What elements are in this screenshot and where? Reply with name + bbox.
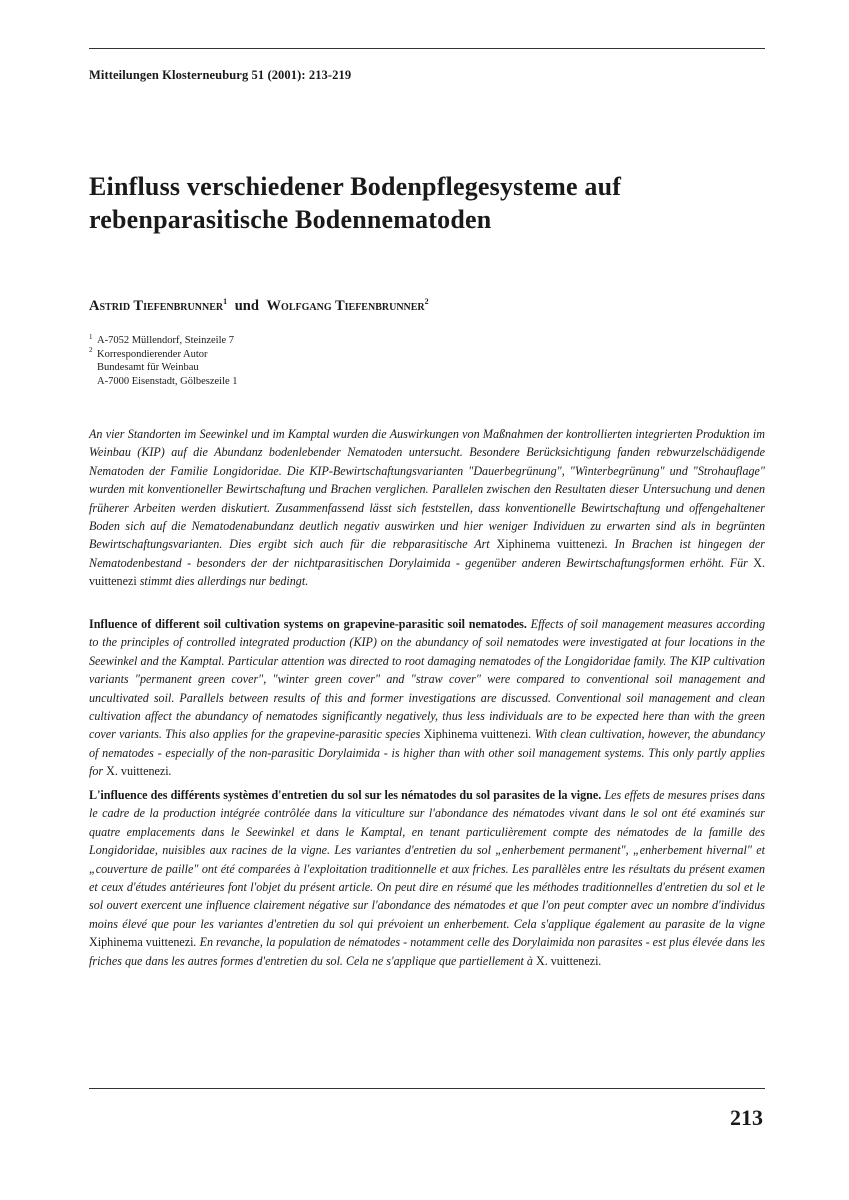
abstract-french xyxy=(89,786,765,970)
abstract-german xyxy=(89,425,765,591)
page-number: 213 xyxy=(730,1105,763,1130)
abstract-text: Les effets de mesures prises dans le cadre de la production intégrée contrôlée dans la viticulture sur l'abondance des nématodes vivant dans le sol ont été examinés sur quatre emplacements dans le Seewinkel et dans le Kamptal, en tenant particulièrement compte des nématodes de la famille des Longidoridae, nuisibles aux racines de la vigne. Les variantes d'entretien du sol „enherbement permanent", „enherbement hivernal" et „couverture de paille" ont été comparées à l'exploitation traditionnelle et aux friches. Les parallèles entre les résultats du présent examen et ceux d'études antérieures font l'objet du présent article. On peut dire en résumé que les méthodes traditionnelles d'entretien du sol et le sol ouvert exercent une influence clairement négative sur l'abondance des nématodes et que l'on peut compter avec un nombre d'individus moins élevé que pour les variantes d'entretien du sol qui prévoient un enherbement. Cela s'applique également au parasite de la vigne xyxy=(89,788,765,931)
species-name: X. vuittenezi xyxy=(535,953,599,968)
affiliation-2-address: A-7000 Eisenstadt, Gölbeszeile 1 xyxy=(97,375,238,387)
author-conjunction: und xyxy=(234,298,259,314)
abstract-heading: L'influence des différents systèmes d'entretien du sol sur les nématodes du sol parasites de la vigne. xyxy=(89,788,602,802)
affiliation-text: Korrespondierender Autor xyxy=(97,348,208,360)
footer-rule xyxy=(89,1088,765,1089)
journal-citation: Mitteilungen Klosterneuburg 51 (2001): 213-219 xyxy=(89,68,352,82)
header-rule xyxy=(89,48,765,49)
abstract-text: Effects of soil management measures according to the principles of controlled integrated production (KIP) on the abundancy of soil nematodes were investigated at four locations in the Seewinkel and the Kamptal. Particular attention was directed to root damaging nematodes of the Longidoridae family. The KIP cultivation variants "permanent green cover", "winter green cover" and "straw cover" were compared to conventional soil management and uncultivated soil. Parallels between results of this and former investigations are discussed. Conventional soil management and clean cultivation affect the abundancy of nematodes significantly negatively, thus less individuals are to be expected here than with the green cover variants. This also applies for the grapevine-parasitic species xyxy=(89,617,765,742)
abstract-text: . xyxy=(168,764,172,779)
abstract-text: . En revanche, la population de nématodes - notamment celle des Dorylaimida non parasites - est plus élevée dans les friches que dans les autres formes d'entretien du sol. Cela ne s'applique que partiellement à xyxy=(89,935,765,968)
species-name: Xiphinema vuittenezi xyxy=(423,727,529,742)
affiliation-text: A-7052 Müllendorf, Steinzeile 7 xyxy=(97,335,235,346)
species-name: Xiphinema vuittenezi xyxy=(89,935,194,950)
affiliation-1: $^1$ A-7052 Müllendorf, Steinzeile 7 xyxy=(89,332,235,346)
species-name: X. vuittenezi xyxy=(106,764,169,779)
affiliation-2: $^2$ Korrespondierender Autor xyxy=(89,346,208,360)
affiliations xyxy=(89,334,238,388)
author-line xyxy=(89,298,429,315)
author-name: Astrid Tiefenbrunner xyxy=(89,298,224,314)
abstract-text: . With clean cultivation, however, the abundancy of nematodes - especially of the non-parasitic Dorylaimida - is higher than with other soil management systems. This only partly applies for xyxy=(89,727,765,779)
author-footnote-mark: 1 xyxy=(223,297,228,307)
abstract-text: . xyxy=(598,953,602,968)
abstract-text: An vier Standorten im Seewinkel und im Kamptal wurden die Auswirkungen von Maßnahmen der kontrollierten integrierten Produktion im Weinbau (KIP) auf die Abundanz bodenlebender Nematoden untersucht. Besondere Berücksichtigung fanden rebwurzelschädigende Nematoden der Familie Longidoridae. Die KIP-Bewirtschaftungsvarianten "Dauerbegrünung", "Winterbegrünung" und "Strohauflage" wurden mit konventioneller Bewirtschaftung und Brachen verglichen. Parallelen zwischen den Resultaten dieser Untersuchung und denen früherer Arbeiten werden diskutiert. Zusammenfassend lässt sich feststellen, dass konventionelle Bewirtschaftung und offengehaltener Boden sich auf die Nematodenabundanz deutlich negativ auswirken und hier weniger Individuen zu erwarten sind als in begrünten Bewirtschaftungsvarianten. Dies ergibt sich auch für die rebparasitische Art xyxy=(89,427,765,552)
abstract-english xyxy=(89,615,765,781)
article-title: Einfluss verschiedener Bodenpflegesysteme auf rebenparasitische Bodennematoden xyxy=(89,172,622,234)
abstract-heading: Influence of different soil cultivation systems on grapevine-parasitic soil nematodes. xyxy=(89,617,527,631)
species-name: X. vuittenezi xyxy=(89,555,765,589)
author-name: Wolfgang Tiefenbrunner xyxy=(266,298,425,314)
species-name: Xiphinema vuittenezi xyxy=(496,537,605,552)
abstract-text: stimmt dies allerdings nur bedingt. xyxy=(136,574,309,589)
author-footnote-mark: 2 xyxy=(424,297,429,307)
abstract-text: . In Brachen ist hingegen der Nematodenbestand - besonders der der nichtparasitischen Dorylaimida - gegenüber anderen Bewirtschaftungsformen erhöht. Für xyxy=(89,537,765,570)
affiliation-2-institution: Bundesamt für Weinbau xyxy=(97,362,199,374)
